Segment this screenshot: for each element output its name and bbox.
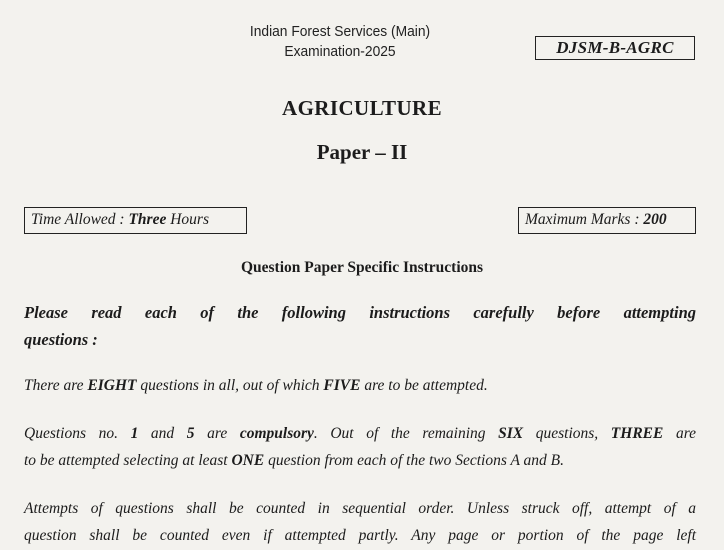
max-marks-label: Maximum Marks : [525, 211, 644, 228]
paper-code: DJSM-B-AGRC [535, 36, 695, 60]
p1-bold-five: FIVE [323, 377, 361, 394]
read-instruction-line-1: Please read each of the following instructions carefully before attempting [24, 303, 696, 322]
p2-bold-5: 5 [186, 425, 195, 442]
instruction-attempts-line-2: question shall be counted even if attempted partly. Any page or portion of the page left [24, 527, 696, 544]
p1-text-2: questions in all, out of which [136, 377, 324, 394]
p2-text-3: are [194, 425, 240, 442]
instruction-compulsory-line-2 [24, 452, 696, 470]
time-allowed-box [24, 207, 247, 234]
time-allowed-label: Time Allowed : [31, 211, 129, 228]
instruction-question-count [24, 377, 696, 395]
exam-year: Examination-2025 [284, 43, 396, 60]
p2-bold-1: 1 [130, 425, 139, 442]
subject-title: AGRICULTURE [282, 96, 442, 120]
p2-text-6: are [663, 425, 697, 442]
instruction-compulsory-line-1 [24, 425, 696, 443]
p2-bold-three: THREE [610, 425, 664, 442]
p2-bold-six: SIX [498, 425, 524, 442]
p2-text-5: questions, [523, 425, 611, 442]
time-allowed-value: Three [128, 211, 167, 228]
p2-text-8: question from each of the two Sections A and B. [264, 452, 565, 469]
time-allowed-suffix: Hours [166, 211, 209, 228]
p1-text-1: There are [24, 377, 88, 394]
instructions-heading: Question Paper Specific Instructions [240, 259, 484, 276]
p1-text-3: are to be attempted. [360, 377, 488, 394]
p1-bold-eight: EIGHT [87, 377, 137, 394]
exam-title [211, 22, 469, 62]
instruction-attempts-line-1: Attempts of questions shall be counted in sequential order. Unless struck off, attempt of a [24, 500, 696, 517]
p2-text-4: . Out of the remaining [313, 425, 499, 442]
paper-number: Paper – II [316, 140, 408, 164]
max-marks-value: 200 [643, 211, 667, 228]
p2-text-2: and [138, 425, 187, 442]
p2-bold-compulsory: compulsory [239, 425, 314, 442]
p2-text-1: Questions no. [24, 425, 131, 442]
read-instruction-line-2: questions : [24, 330, 98, 349]
exam-name: Indian Forest Services (Main) [249, 23, 431, 40]
p2-text-7: to be attempted selecting at least [24, 452, 232, 469]
maximum-marks-box [518, 207, 696, 234]
p2-bold-one: ONE [231, 452, 265, 469]
